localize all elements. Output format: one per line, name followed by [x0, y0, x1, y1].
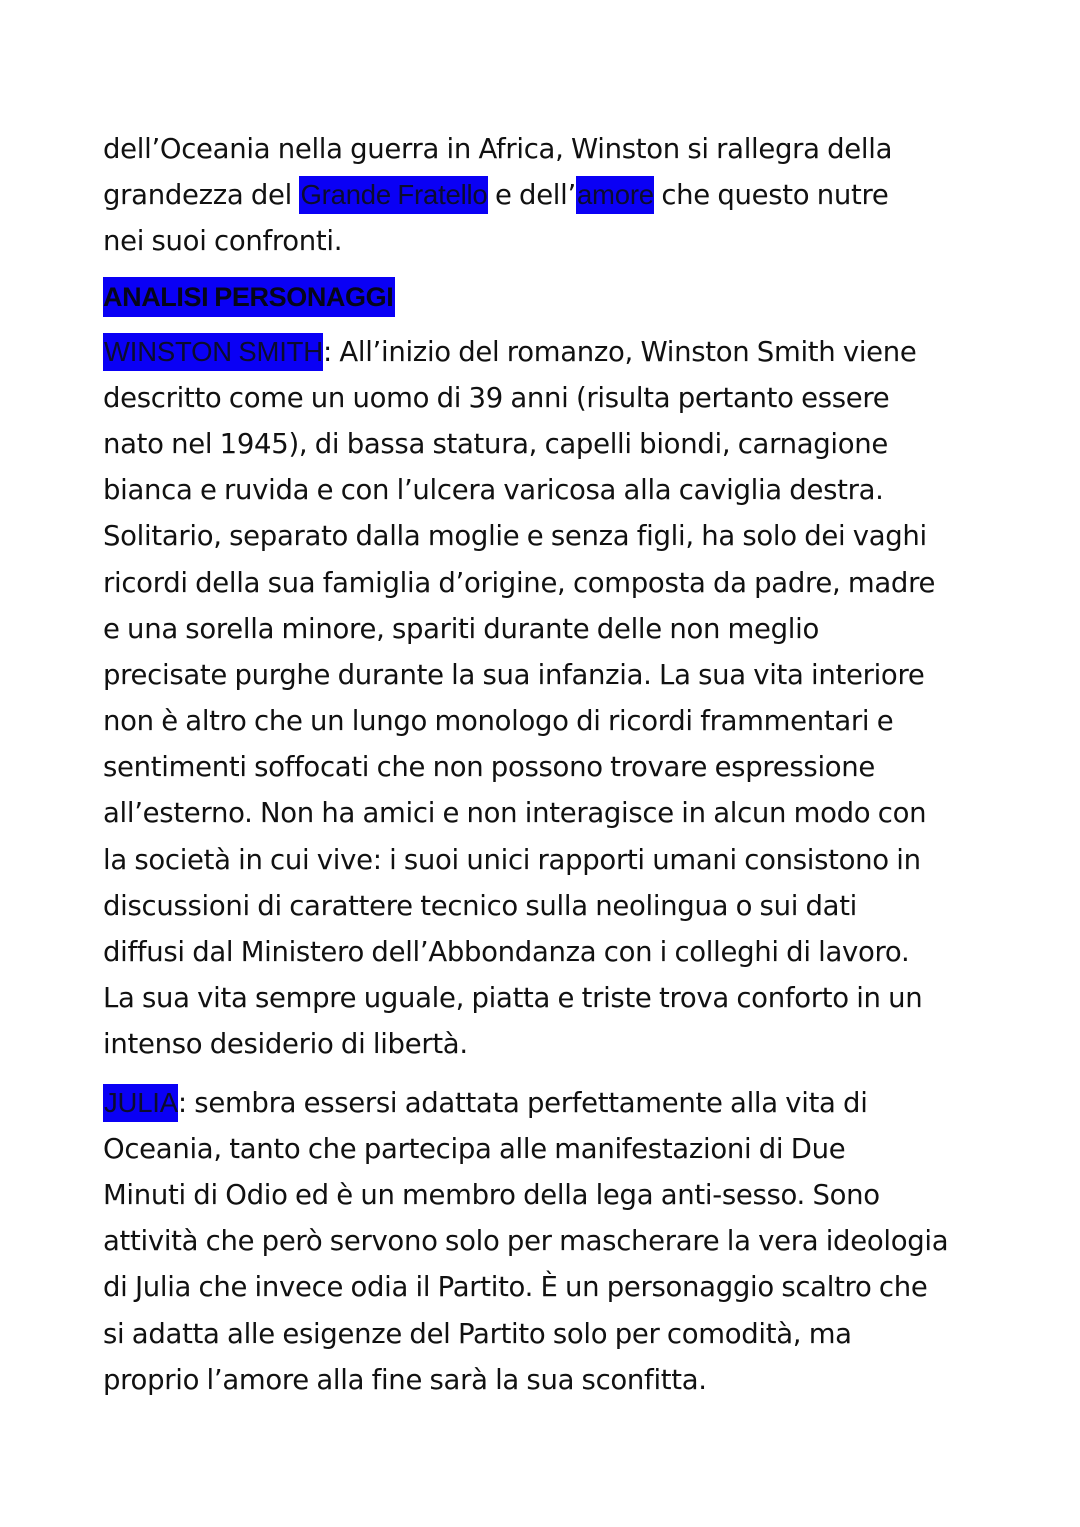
text-line: precisate purghe durante la sua infanzia. La sua vita interiore: [103, 658, 925, 691]
julia-paragraph: [103, 1080, 1003, 1403]
text-line: ricordi della sua famiglia d’origine, composta da padre, madre: [103, 566, 936, 599]
section-heading: ANALISI PERSONAGGI: [103, 277, 395, 317]
text-line: la società in cui vive: i suoi unici rapporti umani consistono in: [103, 843, 921, 876]
highlight-amore: amore: [576, 176, 654, 214]
text-line: diffusi dal Ministero dell’Abbondanza con i colleghi di lavoro.: [103, 936, 910, 968]
text-line: Solitario, separato dalla moglie e senza figli, ha solo dei vaghi: [103, 520, 927, 553]
text-fragment: : All’inizio del romanzo, Winston Smith viene: [322, 335, 917, 368]
text-line: sentimenti soffocati che non possono trovare espressione: [103, 751, 876, 784]
text-line: nei suoi confronti.: [103, 225, 343, 258]
text-line: descritto come un uomo di 39 anni (risulta pertanto essere: [103, 381, 890, 414]
text-line: nato nel 1945), di bassa statura, capelli biondi, carnagione: [103, 427, 889, 460]
section-heading-row: [103, 277, 1003, 317]
text-line: di Julia che invece odia il Partito. È un personaggio scaltro che: [103, 1271, 928, 1304]
highlight-grande-fratello: Grande Fratello: [299, 176, 487, 214]
text-line: attività che però servono solo per mascherare la vera ideologia: [103, 1225, 949, 1258]
text-line: proprio l’amore alla fine sarà la sua sconfitta.: [103, 1363, 707, 1396]
text-line: La sua vita sempre uguale, piatta e triste trova conforto in un: [103, 982, 923, 1015]
text-line: intenso desiderio di libertà.: [103, 1028, 468, 1061]
text-line: discussioni di carattere tecnico sulla neolingua o sui dati: [103, 889, 858, 922]
text-line: non è altro che un lungo monologo di ricordi frammentari e: [103, 705, 894, 738]
text-line: [103, 1080, 1003, 1126]
text-fragment: : sembra essersi adattata perfettamente alla vita di: [177, 1086, 868, 1119]
text-line: e una sorella minore, spariti durante delle non meglio: [103, 612, 820, 645]
text-line: si adatta alle esigenze del Partito solo per comodità, ma: [103, 1317, 852, 1350]
text-line: all’esterno. Non ha amici e non interagisce in alcun modo con: [103, 797, 927, 830]
text-line: [103, 329, 1003, 375]
text-line: dell’Oceania nella guerra in Africa, Winston si rallegra della: [103, 133, 893, 165]
text-line: [103, 172, 1003, 218]
character-name-julia: JULIA: [103, 1084, 178, 1122]
text-line: Oceania, tanto che partecipa alle manifestazioni di Due: [103, 1132, 846, 1165]
text-fragment: e dell’: [487, 179, 576, 212]
character-name-winston: WINSTON SMITH: [103, 333, 323, 371]
text-line: bianca e ruvida e con l’ulcera varicosa alla caviglia destra.: [103, 474, 884, 507]
winston-paragraph: [103, 329, 1003, 1068]
text-line: Minuti di Odio ed è un membro della lega anti-sesso. Sono: [103, 1178, 880, 1211]
text-fragment: grandezza del: [103, 179, 300, 212]
intro-paragraph: [103, 126, 1003, 265]
text-fragment: che questo nutre: [653, 179, 889, 212]
document-page: [103, 126, 1003, 1415]
